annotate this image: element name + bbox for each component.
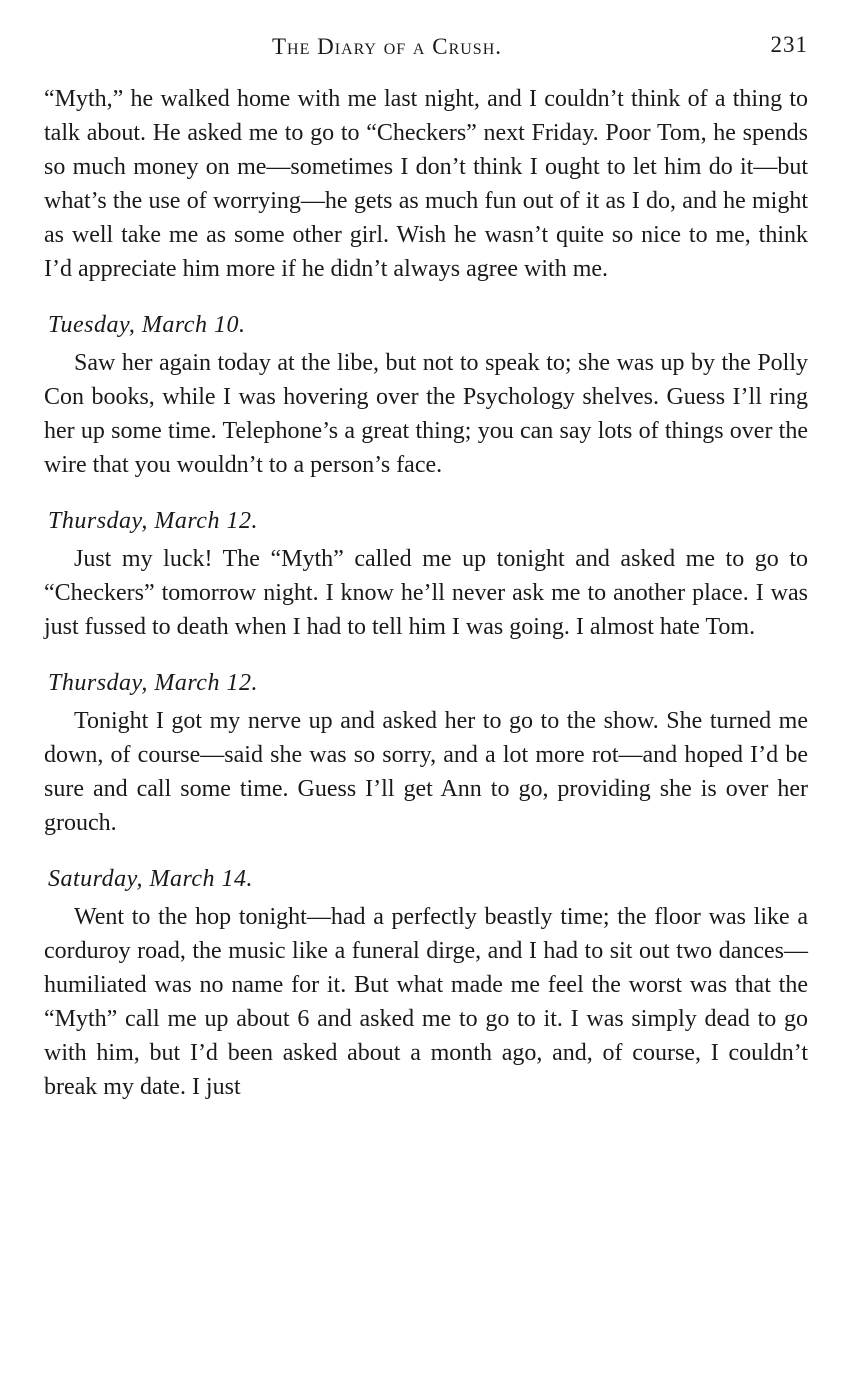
entry-date: Saturday, March 14. — [48, 866, 254, 892]
entry-date: Thursday, March 12. — [48, 670, 258, 696]
entry-date: Thursday, March 12. — [48, 508, 258, 534]
entry-text: Just my luck! The “Myth” called me up tonight and asked me to go to “Checkers” tomorrow night. I know he’ll never ask me to another place. I was just fussed to death when I had to tell him I was going. I almost hate Tom. — [44, 546, 808, 640]
diary-entry — [44, 666, 808, 840]
entry-text: Went to the hop tonight—had a perfectly beastly time; the floor was like a corduroy road, the music like a funeral dirge, and I had to sit out two dances—humiliated was no name for it. But what made me feel the worst was that the “Myth” call me up about 6 and asked me to go to it. I was simply dead to go with him, but I’d been asked about a month ago, and, of course, I couldn’t break my date. I just — [44, 904, 808, 1100]
diary-entry — [44, 308, 808, 482]
book-page — [44, 30, 808, 1104]
page-header — [44, 30, 808, 66]
diary-entry — [44, 862, 808, 1104]
opening-paragraph: “Myth,” he walked home with me last night, and I couldn’t think of a thing to talk about. He asked me to go to “Checkers” next Friday. Poor Tom, he spends so much money on me—sometimes I don’t think I ought to let him do it—but what’s the use of worrying—he gets as much fun out of it as I do, and he might as well take me as some other girl. Wish he wasn’t quite so nice to me, think I’d appreciate him more if he didn’t always agree with me. — [44, 86, 808, 282]
entry-text: Saw her again today at the libe, but not to speak to; she was up by the Polly Con books, while I was hovering over the Psychology shelves. Guess I’ll ring her up some time. Telephone’s a great thing; you can say lots of things over the wire that you wouldn’t to a person’s face. — [44, 350, 808, 478]
entry-text: Tonight I got my nerve up and asked her to go to the show. She turned me down, of course—said she was so sorry, and a lot more rot—and hoped I’d be sure and call some time. Guess I’ll get Ann to go, providing she is over her grouch. — [44, 708, 808, 836]
diary-entry — [44, 504, 808, 644]
entry-date: Tuesday, March 10. — [48, 312, 246, 338]
running-title: The Diary of a Crush. — [272, 34, 502, 59]
page-number: 231 — [770, 32, 808, 57]
